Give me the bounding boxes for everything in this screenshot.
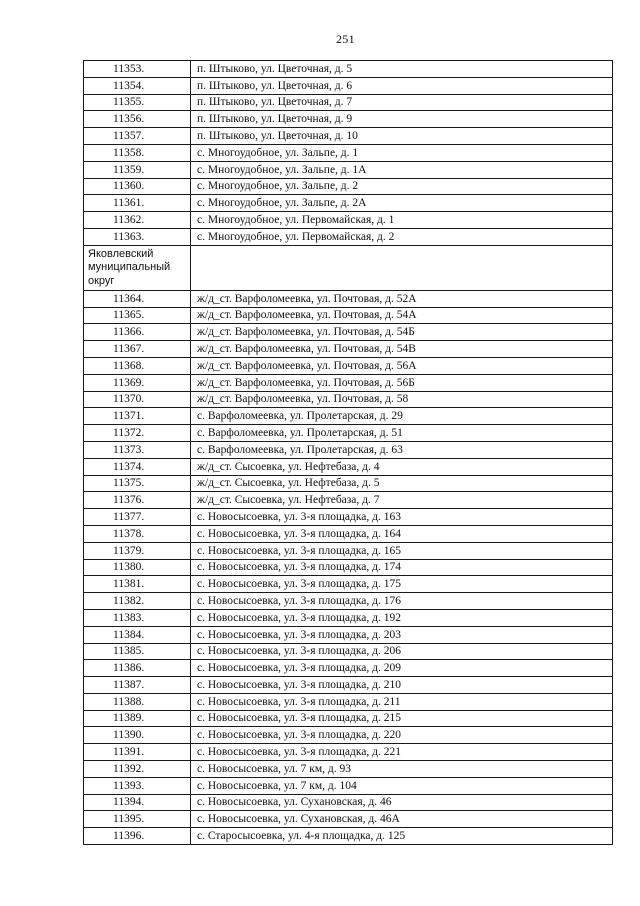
address-cell: ж/д_ст. Варфоломеевка, ул. Почтовая, д. 56Б — [191, 374, 613, 391]
page-number: 251 — [336, 32, 355, 46]
table-row — [84, 475, 613, 492]
record-number: 11356. — [84, 111, 191, 128]
table-row — [84, 212, 613, 229]
record-number: 11373. — [84, 441, 191, 458]
address-cell: с. Варфоломеевка, ул. Пролетарская, д. 51 — [191, 425, 613, 442]
record-number: 11391. — [84, 744, 191, 761]
record-number: 11390. — [84, 727, 191, 744]
table-row — [84, 525, 613, 542]
record-number: 11381. — [84, 576, 191, 593]
table-row — [84, 324, 613, 341]
address-cell: п. Штыково, ул. Цветочная, д. 9 — [191, 111, 613, 128]
record-number: 11361. — [84, 195, 191, 212]
address-cell: ж/д_ст. Варфоломеевка, ул. Почтовая, д. 54А — [191, 307, 613, 324]
record-number: 11375. — [84, 475, 191, 492]
table-row — [84, 128, 613, 145]
address-cell: с. Варфоломеевка, ул. Пролетарская, д. 29 — [191, 408, 613, 425]
table-row — [84, 777, 613, 794]
table-row — [84, 458, 613, 475]
table-row — [84, 161, 613, 178]
address-cell: ж/д_ст. Варфоломеевка, ул. Почтовая, д. 56А — [191, 357, 613, 374]
address-cell: с. Новосысоевка, ул. 7 км, д. 104 — [191, 777, 613, 794]
table-row — [84, 744, 613, 761]
record-number: 11393. — [84, 777, 191, 794]
table-row — [84, 374, 613, 391]
table-row — [84, 593, 613, 610]
record-number: 11367. — [84, 341, 191, 358]
record-number: 11358. — [84, 144, 191, 161]
record-number: 11355. — [84, 94, 191, 111]
address-cell: с. Новосысоевка, ул. 3-я площадка, д. 164 — [191, 525, 613, 542]
address-cell: ж/д_ст. Варфоломеевка, ул. Почтовая, д. 52А — [191, 290, 613, 307]
address-cell: с. Новосысоевка, ул. 3-я площадка, д. 220 — [191, 727, 613, 744]
address-cell: с. Новосысоевка, ул. 3-я площадка, д. 206 — [191, 643, 613, 660]
table-row — [84, 425, 613, 442]
record-number: 11360. — [84, 178, 191, 195]
section-empty-cell — [191, 245, 613, 290]
record-number: 11359. — [84, 161, 191, 178]
address-cell: ж/д_ст. Варфоломеевка, ул. Почтовая, д. 58 — [191, 391, 613, 408]
address-cell: ж/д_ст. Сысоевка, ул. Нефтебаза, д. 7 — [191, 492, 613, 509]
table-group-a — [84, 61, 613, 246]
table-row — [84, 77, 613, 94]
record-number: 11365. — [84, 307, 191, 324]
record-number: 11387. — [84, 677, 191, 694]
table-row — [84, 61, 613, 78]
address-cell: с. Многоудобное, ул. Зальпе, д. 1 — [191, 144, 613, 161]
table-row — [84, 341, 613, 358]
table-row — [84, 290, 613, 307]
record-number: 11395. — [84, 811, 191, 828]
record-number: 11396. — [84, 828, 191, 845]
record-number: 11357. — [84, 128, 191, 145]
record-number: 11377. — [84, 509, 191, 526]
record-number: 11362. — [84, 212, 191, 229]
table-section — [84, 245, 613, 290]
record-number: 11368. — [84, 357, 191, 374]
table-row — [84, 828, 613, 845]
record-number: 11379. — [84, 542, 191, 559]
address-cell: ж/д_ст. Сысоевка, ул. Нефтебаза, д. 5 — [191, 475, 613, 492]
address-cell: с. Многоудобное, ул. Первомайская, д. 1 — [191, 212, 613, 229]
address-cell: с. Многоудобное, ул. Зальпе, д. 1А — [191, 161, 613, 178]
record-number: 11354. — [84, 77, 191, 94]
address-cell: с. Многоудобное, ул. Первомайская, д. 2 — [191, 228, 613, 245]
section-title: Яковлевский муниципальный округ — [84, 245, 191, 290]
address-cell: п. Штыково, ул. Цветочная, д. 5 — [191, 61, 613, 78]
table-row — [84, 794, 613, 811]
record-number: 11388. — [84, 693, 191, 710]
address-cell: с. Новосысоевка, ул. 7 км, д. 93 — [191, 761, 613, 778]
record-number: 11380. — [84, 559, 191, 576]
table-row — [84, 111, 613, 128]
address-cell: с. Новосысоевка, ул. 3-я площадка, д. 174 — [191, 559, 613, 576]
record-number: 11372. — [84, 425, 191, 442]
address-cell: ж/д_ст. Варфоломеевка, ул. Почтовая, д. 54В — [191, 341, 613, 358]
record-number: 11376. — [84, 492, 191, 509]
table-row — [84, 761, 613, 778]
table-group-b — [84, 290, 613, 844]
address-cell: с. Новосысоевка, ул. 3-я площадка, д. 209 — [191, 660, 613, 677]
address-cell: п. Штыково, ул. Цветочная, д. 6 — [191, 77, 613, 94]
address-cell: с. Новосысоевка, ул. 3-я площадка, д. 175 — [191, 576, 613, 593]
table-row — [84, 542, 613, 559]
address-table — [83, 60, 613, 845]
record-number: 11386. — [84, 660, 191, 677]
record-number: 11370. — [84, 391, 191, 408]
address-cell: с. Новосысоевка, ул. 3-я площадка, д. 203 — [191, 626, 613, 643]
record-number: 11384. — [84, 626, 191, 643]
address-cell: ж/д_ст. Варфоломеевка, ул. Почтовая, д. 54Б — [191, 324, 613, 341]
table-row — [84, 228, 613, 245]
table-row — [84, 576, 613, 593]
address-cell: с. Старосысоевка, ул. 4-я площадка, д. 125 — [191, 828, 613, 845]
section-row — [84, 245, 613, 290]
address-cell: с. Новосысоевка, ул. 3-я площадка, д. 211 — [191, 693, 613, 710]
table-row — [84, 643, 613, 660]
address-cell: с. Новосысоевка, ул. 3-я площадка, д. 210 — [191, 677, 613, 694]
table-row — [84, 626, 613, 643]
address-cell: с. Новосысоевка, ул. 3-я площадка, д. 215 — [191, 710, 613, 727]
table-row — [84, 710, 613, 727]
record-number: 11374. — [84, 458, 191, 475]
address-cell: с. Многоудобное, ул. Зальпе, д. 2 — [191, 178, 613, 195]
record-number: 11369. — [84, 374, 191, 391]
table-row — [84, 391, 613, 408]
address-cell: с. Новосысоевка, ул. 3-я площадка, д. 192 — [191, 609, 613, 626]
address-cell: с. Многоудобное, ул. Зальпе, д. 2А — [191, 195, 613, 212]
record-number: 11366. — [84, 324, 191, 341]
record-number: 11392. — [84, 761, 191, 778]
table-row — [84, 811, 613, 828]
record-number: 11382. — [84, 593, 191, 610]
record-number: 11394. — [84, 794, 191, 811]
record-number: 11363. — [84, 228, 191, 245]
record-number: 11378. — [84, 525, 191, 542]
address-cell: с. Новосысоевка, ул. Сухановская, д. 46 — [191, 794, 613, 811]
address-cell: с. Варфоломеевка, ул. Пролетарская, д. 63 — [191, 441, 613, 458]
address-cell: с. Новосысоевка, ул. 3-я площадка, д. 221 — [191, 744, 613, 761]
table-row — [84, 195, 613, 212]
table-row — [84, 178, 613, 195]
record-number: 11353. — [84, 61, 191, 78]
table-row — [84, 357, 613, 374]
table-row — [84, 144, 613, 161]
address-cell: с. Новосысоевка, ул. 3-я площадка, д. 176 — [191, 593, 613, 610]
record-number: 11389. — [84, 710, 191, 727]
address-cell: с. Новосысоевка, ул. Сухановская, д. 46А — [191, 811, 613, 828]
table-row — [84, 94, 613, 111]
table-row — [84, 727, 613, 744]
table-row — [84, 509, 613, 526]
record-number: 11385. — [84, 643, 191, 660]
record-number: 11383. — [84, 609, 191, 626]
table-row — [84, 677, 613, 694]
address-cell: ж/д_ст. Сысоевка, ул. Нефтебаза, д. 4 — [191, 458, 613, 475]
table-row — [84, 693, 613, 710]
table-row — [84, 441, 613, 458]
table-row — [84, 408, 613, 425]
record-number: 11364. — [84, 290, 191, 307]
address-cell: п. Штыково, ул. Цветочная, д. 10 — [191, 128, 613, 145]
address-cell: с. Новосысоевка, ул. 3-я площадка, д. 165 — [191, 542, 613, 559]
table-row — [84, 559, 613, 576]
address-cell: с. Новосысоевка, ул. 3-я площадка, д. 163 — [191, 509, 613, 526]
address-cell: п. Штыково, ул. Цветочная, д. 7 — [191, 94, 613, 111]
table-row — [84, 660, 613, 677]
record-number: 11371. — [84, 408, 191, 425]
table-row — [84, 307, 613, 324]
table-row — [84, 492, 613, 509]
table-row — [84, 609, 613, 626]
